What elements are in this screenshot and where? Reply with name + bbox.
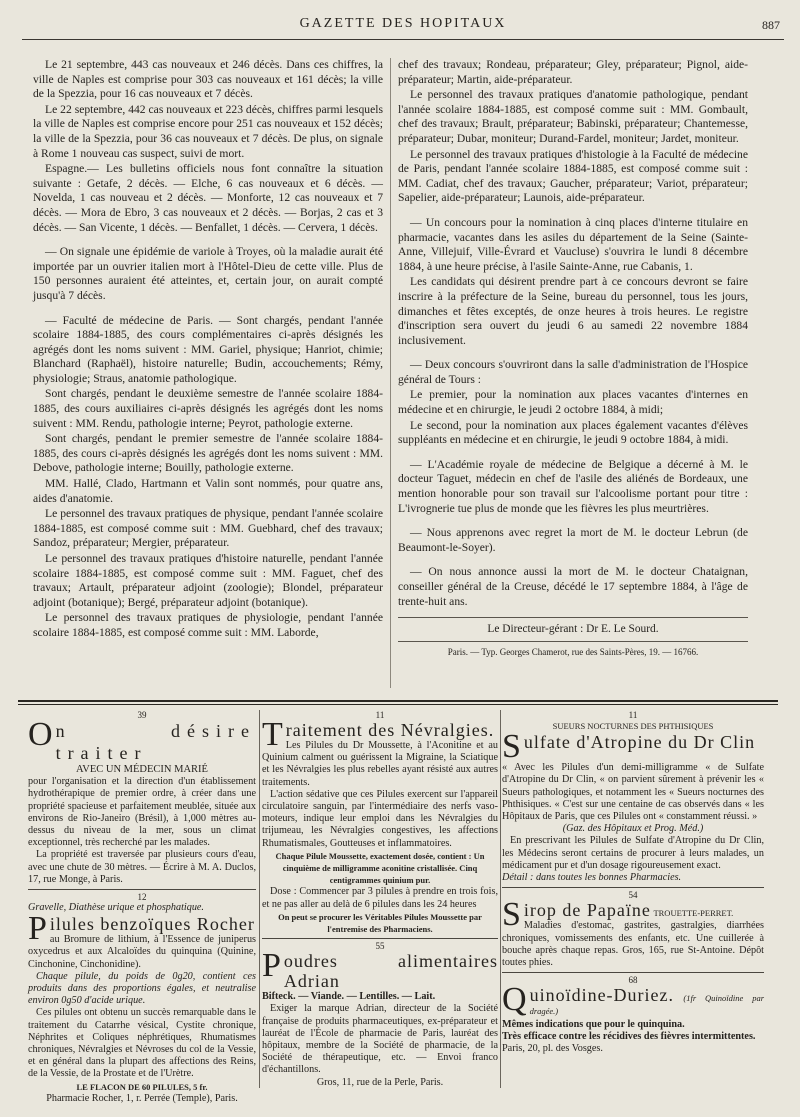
paragraph: Le personnel des travaux pratiques de physiologie, pendant l'année scolaire 1884-1885, est composé comme suit : MM. Laborde,	[33, 611, 383, 639]
ad-body: au Bromure de lithium, à l'Essence de juniperus oxycedrus et aux Alcaloïdes du quinquina (Quinine, Cinchonine, Cinchonidine).	[28, 934, 256, 970]
paragraph: Le second, pour la nomination aux places également vacantes d'élèves suppléants en médecine et en chirurgie, le jeudi 9 octobre 1884, à midi.	[398, 418, 748, 447]
ad-number: 11	[628, 710, 638, 720]
paragraph: — L'Académie royale de médecine de Belgique a décerné à M. le docteur Taguet, médecin en chef de l'asile des aliénés de Bordeaux, une mention honorable pour son travail sur l'alcoolisme portant pour titre : L'ivrognerie tue plus de monde que les fièvres les plus meurtrières.	[398, 457, 748, 515]
ad-body: Mêmes indications que pour le quinquina.	[502, 1018, 685, 1030]
paragraph: Espagne.— Les bulletins officiels nous font connaître la situation suivante : Getafe, 2 décès. — Elche, 6 cas nouveaux et 6 décès. — Novelda, 1 cas nouveau et 2 décès. — Monforte, 12 cas nouveaux et 7 décès. — Mora de Ebro, 3 cas nouveaux et 2 décès. — Borjas, 2 cas et 3 décès. — San Vicente, 1 décès. — Benfallet, 1 décès. — Cervera, 1 décès.	[33, 162, 383, 234]
ad-body: On peut se procurer les Véritables Pilules Moussette par l'entremise des Pharmaciens.	[278, 911, 482, 935]
drop-cap: O	[28, 716, 53, 753]
paragraph: — Nous apprenons avec regret la mort de M. le docteur Lebrun (de Beaumont-le-Soyer).	[398, 526, 748, 554]
drop-cap: Q	[502, 981, 527, 1019]
ad-body: La propriété est traversée par plusieurs cours d'eau, avec une chute de 30 mètres. — Écrire à M. A. Duclos, 17, rue Monge, à Paris.	[28, 849, 256, 885]
ad-note: (1fr Quinoïdine par dragée.)	[529, 993, 765, 1017]
ad-detail: Détail : dans toutes les bonnes Pharmacies.	[502, 872, 682, 884]
ad-title: ilules benzoïques Rocher	[49, 914, 255, 935]
column-divider	[390, 58, 391, 688]
drop-cap: P	[28, 910, 47, 948]
ad-number: 11	[375, 710, 385, 720]
drop-cap: S	[502, 896, 521, 934]
ad-pilules-rocher	[28, 902, 256, 1105]
drop-cap: P	[262, 947, 281, 985]
ad-title: ulfate d'Atropine du Dr Clin	[523, 732, 756, 753]
paragraph: Sont chargés, pendant le premier semestre de l'année scolaire 1884-1885, des cours ci-après désignés les agrégés dont les noms suivent : MM. Debove, pathologie interne; Bouilly, pathologie externe.	[33, 432, 383, 475]
paragraph: Le premier, pour la nomination aux places vacantes d'internes en médecine et en chirurgie, le jeudi 2 octobre 1884, à midi;	[398, 388, 748, 417]
ad-column-divider	[259, 710, 260, 1088]
ad-papaine	[502, 896, 764, 969]
printer-line: Paris. — Typ. Georges Chamerot, rue des Saints-Pères, 19. — 16766.	[398, 641, 748, 660]
page-header	[22, 10, 784, 40]
ad-quinoidine	[502, 981, 765, 1055]
ads-top-rule-thin	[18, 704, 778, 705]
journal-title: GAZETTE DES HOPITAUX	[299, 16, 507, 31]
ad-body: Les Pilules du Dr Moussette, à l'Aconitine et au Quinium calment ou guérissent la Migraine, la Sciatique et les Névralgies les plus rebelles ayant résisté aux autres traitements.	[262, 740, 498, 788]
ad-title: uinoïdine-Duriez.	[529, 985, 675, 1006]
ad-number: 39	[137, 710, 147, 720]
paragraph: Les candidats qui désirent prendre part à ce concours devront se faire inscrire à la préfecture de la Seine, bureau du personnel, tous les jours, dimanches et fêtes exceptés, de onze heures à trois heures. Le registre d'inscription sera ouvert du jeudi 6 au samedi 22 novembre 1884 inclusivement.	[398, 275, 748, 347]
ad-column-2	[262, 710, 498, 1100]
ad-heading: Gravelle, Diathèse urique et phosphatique.	[28, 902, 204, 914]
paragraph: Le personnel des travaux pratiques d'histoire naturelle, pendant l'année scolaire 1884-1885, est composé comme suit : MM. Faguet, chef des travaux; Artault, préparateur adjoint (zoologie); Blondel, préparateur adjoint (botanique); Bergé, préparateur adjoint (botanique).	[33, 552, 383, 609]
ad-body: L'action sédative que ces Pilules exercent sur l'appareil circulatoire sanguin, par l'intermédiaire des nerfs vaso-moteurs, indique leur emploi dans les Névralgies du trijumeau, les Névralgies congestives, les affections Rhumatismales, Goutteuses et inflammatoires.	[262, 788, 498, 849]
article-left-column	[33, 58, 383, 642]
ad-title: raitement des Névralgies.	[285, 720, 495, 740]
ad-subtitle: AVEC UN MÉDECIN MARIÉ	[76, 764, 208, 775]
ad-body: Exiger la marque Adrian, directeur de la Société française de produits pharmaceutiques, ex-préparateur et lauréat de l'École de pharmacie de Paris, lauréat des hôpitaux, membre de la Société de pharmacie, de la Société de thérapeutique, etc. — Envoi franco d'échantillons.	[262, 1003, 498, 1076]
paragraph: — Faculté de médecine de Paris. — Sont chargés, pendant l'année scolaire 1884-1885, des cours complémentaires ci-après désignés les agrégés dont les noms suivent : MM. Gariel, physique; Hanriot, chimie; Blanchard (Raphaël), histoire naturelle; Budin, accouchements; Rémy, physiologie; Straus, anatomie pathologique.	[33, 313, 383, 385]
ad-price: LE FLACON DE 60 PILULES, 5 fr.	[76, 1081, 208, 1092]
ad-adrian	[262, 947, 498, 1089]
paragraph: Le personnel des travaux pratiques de physique, pendant l'année scolaire 1884-1885, est composé comme suit : MM. Guebhard, chef des travaux; Sandoz, préparateur; Mergier, préparateur.	[33, 507, 383, 550]
ad-body: Ces pilules ont obtenu un succès remarquable dans le traitement du Catarrhe vésical, Cystite chronique, Néphrites et Coliques néphrétiques, Rhumatismes chroniques, Névralgies et Névroses du col de la Vessie, et en général dans la plupart des affections des Reins, de la Vessie, de la Prostate et de l'Urètre.	[28, 1007, 256, 1080]
ad-body: En prescrivant les Pilules de Sulfate d'Atropine du Dr Clin, les Médecins seront certains de procurer à leurs malades, un médicament pur et d'un dosage rigoureusement exact.	[502, 835, 764, 871]
ad-hydrotherapy	[28, 716, 256, 886]
ad-body: Dose : Commencer par 3 pilules à prendre en trois fois, et ne pas aller au delà de 6 pilules dans les 24 heures	[262, 886, 498, 910]
ad-address: Pharmacie Rocher, 1, r. Perrée (Temple), Paris.	[46, 1092, 238, 1104]
ad-address: Gros, 11, rue de la Perle, Paris.	[316, 1076, 444, 1088]
ad-number: 68	[628, 975, 638, 986]
ad-number: 55	[375, 941, 385, 952]
paragraph: MM. Hallé, Clado, Hartmann et Valin sont nommés, pour quatre ans, aides d'anatomie.	[33, 477, 383, 505]
paragraph: chef des travaux; Rondeau, préparateur; Gley, préparateur; Pignol, aide-préparateur; Martin, aide-préparateur.	[398, 58, 748, 86]
ad-column-3	[502, 710, 764, 1100]
paragraph: Sont chargés, pendant le deuxième semestre de l'année scolaire 1884-1885, des cours auxiliaires ci-après désignés les agrégés dont les noms suivent : MM. Rendu, pathologie interne; Peyrot, pathologie externe.	[33, 387, 383, 430]
article-right-column	[398, 58, 748, 659]
paragraph: — Deux concours s'ouvriront dans la salle d'administration de l'Hospice général de Tours :	[398, 358, 748, 386]
ad-body: Maladies d'estomac, gastrites, gastralgies, diarrhées chroniques, vomissements des enfants, etc. Une cuillerée à bouche après chaque repas. Gros, 165, rue St-Antoine. Dépôt toutes phies.	[502, 920, 764, 969]
paragraph: Le personnel des travaux pratiques d'histologie à la Faculté de médecine de Paris, pendant l'année scolaire 1884-1885, est composé comme suit : MM. Cadiat, chef des travaux; Gaucher, préparateur; Variot, préparateur; Sapelier, aide-préparateur; Launois, aide-préparateur.	[398, 147, 748, 205]
ad-body: Très efficace contre les récidives des fièvres intermittentes.	[502, 1030, 756, 1042]
ad-title: irop de Papaïne	[523, 900, 651, 921]
ad-brand: TROUETTE-PERRET.	[653, 908, 734, 919]
drop-cap: S	[502, 728, 521, 766]
ad-column-1	[28, 710, 256, 1104]
ad-atropine	[502, 720, 764, 884]
ad-body: Chaque Pilule Moussette, exactement dosée, contient : Un cinquième de milligramme aconitine cristallisée. Cinq centigrammes quinium pur.	[275, 850, 485, 886]
ad-moussette	[262, 716, 498, 935]
ad-column-divider	[500, 710, 501, 1088]
ad-number: 54	[628, 890, 638, 901]
ad-heading: SUEURS NOCTURNES DES PHTHISIQUES	[552, 721, 714, 731]
ad-address: Paris, 20, pl. des Vosges.	[502, 1043, 603, 1055]
paragraph: Le 21 septembre, 443 cas nouveaux et 246 décès. Dans ces chiffres, la ville de Naples est comprise pour 303 cas nouveaux et 161 décès; la ville de la Spezzia, pour 16 cas nouveaux et 7 décès.	[33, 58, 383, 101]
ad-citation: (Gaz. des Hôpitaux et Prog. Méd.)	[562, 823, 704, 835]
director-signature: Le Directeur-gérant : Dr E. Le Sourd.	[398, 617, 748, 637]
page-number: 887	[762, 18, 780, 32]
drop-cap: T	[262, 716, 283, 753]
ad-body: pour l'organisation et la direction d'un établissement hydrothérapique de premier ordre, à créer dans une propriété spacieuse et parfaitement meublée, située aux environs de Rio-Janeiro (Brésil), à 1,000 mètres au-dessus du niveau de la mer, sous un climat exceptionnel, très recherché par les malades.	[28, 776, 256, 849]
paragraph: — On signale une épidémie de variole à Troyes, où la maladie aurait été importée par un ouvrier italien mort à l'Hôtel-Dieu de cette ville. Plus de 150 personnes auraient été atteintes, et, certain jour, on aurait compté jusqu'à 7 décès.	[33, 245, 383, 302]
paragraph: — On nous annonce aussi la mort de M. le docteur Chataignan, conseiller général de la Creuse, décédé le 17 septembre 1884, à l'âge de trente-huit ans.	[398, 565, 748, 608]
ad-title: oudres alimentaires Adrian	[283, 951, 498, 992]
ad-body: « Avec les Pilules d'un demi-milligramme « de Sulfate d'Atropine du Dr Clin, « on parvient sûrement à prévenir les « Sueurs pathologiques, et notamment les « Sueurs nocturnes des Phthisiques. « C'est sur une centaine de cas observés dans « les Hôpitaux de Paris, que ces Pilules ont « constamment réussi. »	[502, 762, 764, 823]
paragraph: Le 22 septembre, 442 cas nouveaux et 223 décès, chiffres parmi lesquels la ville de Naples est comprise encore pour 251 cas nouveaux et 152 décès; la ville de la Spezzia, pour 36 cas nouveaux et 7 décès. De plus, on signale à Rome 1 nouveau cas suspect, suivi de mort.	[33, 102, 383, 160]
ad-body: Bifteck. — Viande. — Lentilles. — Lait.	[262, 991, 436, 1003]
ad-body: Chaque pilule, du poids de 0g20, contient ces produits dans des proportions égales, et neutralise environ 0g50 d'acide urique.	[28, 970, 256, 1007]
paragraph: Le personnel des travaux pratiques d'anatomie pathologique, pendant l'année scolaire 1884-1885, est composé comme suit : MM. Gombault, chef des travaux; Brault, préparateur; Babinski, préparateur; Chantemesse, préparateur; Dubar, moniteur; Durand-Fardel, moniteur; Jardet, moniteur.	[398, 88, 748, 145]
paragraph: — Un concours pour la nomination à cinq places d'interne titulaire en pharmacie, vacantes dans les asiles du département de la Seine (Sainte-Anne, Villejuif, Ville-Évrard et Vaucluse) s'ouvrira le lundi 8 décembre 1884, à une heure précise, à l'asile Sainte-Anne, rue Cabanis, 1.	[398, 215, 748, 273]
ads-top-rule	[18, 700, 778, 702]
ad-title: n désire traiter	[55, 721, 256, 763]
ad-number: 12	[137, 892, 147, 903]
